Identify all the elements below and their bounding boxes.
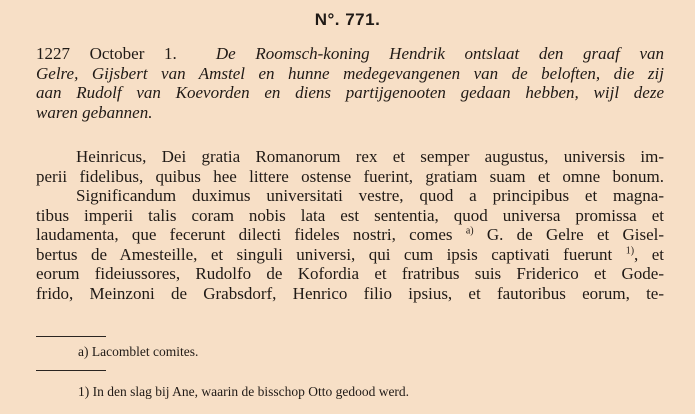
footnote-divider: [36, 336, 106, 337]
regest-text: De Roomsch-koning Hendrik ontslaat den graaf van: [215, 44, 664, 63]
regest-line: Gelre, Gijsbert van Amstel en hunne medegevangenen van de beloften, die zij: [36, 63, 664, 83]
text-segment: bertus de Amesteille, et singuli universi, qui cum ipsis captivati fuerunt: [36, 244, 613, 264]
regest-date: 1227 October 1.: [36, 44, 177, 63]
footnote-1: 1) In den slag bij Ane, waarin de bisschop Otto gedood werd.: [78, 384, 410, 399]
text-line: Heinricus, Dei gratia Romanorum rex et semper augustus, universis im-: [76, 147, 664, 166]
document-number: N°. 771.: [314, 10, 381, 29]
note-reference-1: 1): [625, 244, 635, 256]
regest-line: aan Rudolf van Koevorden en diens partijgenooten gedaan hebben, wijl deze: [36, 83, 664, 102]
regest: [36, 44, 664, 122]
text-line: [36, 225, 664, 245]
text-line: eorum fideiussores, Rudolfo de Kofordia et fratribus suis Friderico et Gode-: [36, 264, 664, 283]
regest-line: waren gebannen.: [36, 102, 153, 122]
text-line: tibus imperii talis coram nobis lata est sententia, quod universa promissa et: [36, 205, 664, 225]
note-reference-a: a): [465, 225, 474, 237]
text-line: frido, Meinzoni de Grabsdorf, Henrico filio ipsius, et fautoribus eorum, te-: [36, 283, 664, 303]
text-segment: , et: [634, 244, 664, 264]
footnote-divider: [36, 370, 106, 371]
text-line: Significandum duximus universitati vestre, quod a principibus et magna-: [76, 186, 664, 205]
text-line: perii fidelibus, quibus hee littere ostense fuerint, gratiam suam et omne bonum.: [36, 166, 664, 186]
regest-line: [36, 44, 664, 64]
footnote-a: a) Lacomblet comites.: [78, 344, 199, 359]
charter-text: [36, 147, 664, 303]
text-segment: laudamenta, que fecerunt dilecti fideles nostri, comes: [36, 225, 453, 244]
text-segment: G. de Gelre et Gisel-: [486, 225, 665, 244]
text-line: [36, 245, 664, 265]
